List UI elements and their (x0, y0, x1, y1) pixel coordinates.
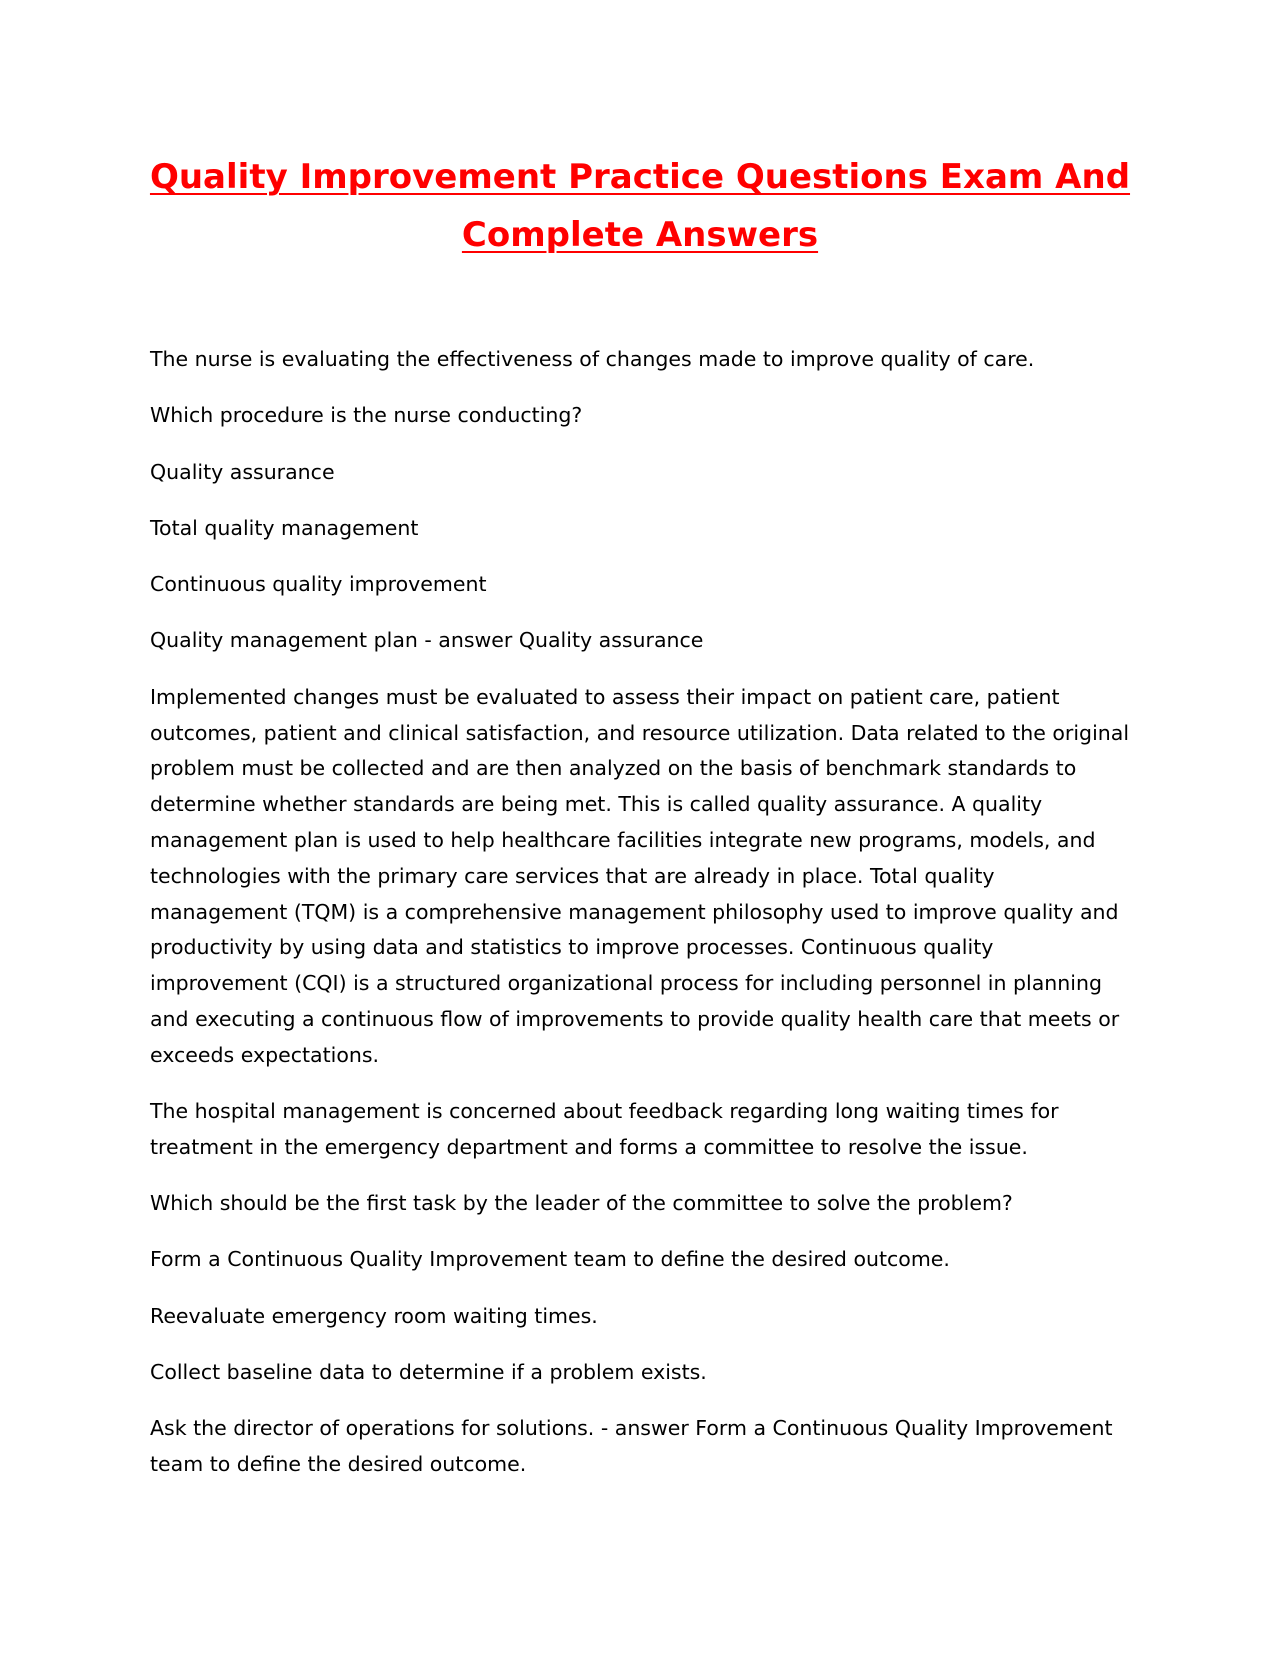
question-1-stem: The nurse is evaluating the effectiveness of changes made to improve quality of care. (150, 347, 1035, 371)
question-2-prompt: Which should be the first task by the leader of the committee to solve the problem? (150, 1191, 1013, 1216)
question-1-option-b: Total quality management (150, 515, 419, 540)
question-2-stem: The hospital management is concerned about feedback regarding long waiting times for treatment in the emergency department and forms a committee to resolve the issue. (150, 1099, 1059, 1159)
question-2-option-d-answer: Ask the director of operations for solutions. - answer Form a Continuous Quality Improvement team to define the desired outcome. (150, 1416, 1113, 1477)
question-1-option-c: Continuous quality improvement (150, 572, 487, 597)
question-1-rationale: Implemented changes must be evaluated to assess their impact on patient care, patient outcomes, patient and clinical satisfaction, and resource utilization. Data related to the original problem must be collected and are then analyzed on the basis of benchmark standards to determine whether standards are being met. This is called quality assurance. A quality management plan is used to help healthcare facilities integrate new programs, models, and technologies with the primary care services that are already in place. Total quality management (TQM) is a comprehensive management philosophy used to improve quality and productivity by using data and statistics to improve processes. Continuous quality improvement (CQI) is a structured organizational process for including personnel in planning and executing a continuous flow of improvements to provide quality health care that meets or exceeds expectations. (150, 684, 1130, 1067)
document-body (150, 342, 1132, 1503)
document-title: Quality Improvement Practice Questions Exam And Complete Answers (149, 157, 1131, 255)
question-2-option-a: Form a Continuous Quality Improvement team to define the desired outcome. (150, 1247, 950, 1272)
question-1-prompt: Which procedure is the nurse conducting? (150, 403, 583, 428)
question-2-option-c: Collect baseline data to determine if a problem exists. (150, 1360, 707, 1385)
question-1-option-a: Quality assurance (150, 459, 335, 484)
question-2-option-b: Reevaluate emergency room waiting times. (150, 1303, 598, 1328)
question-1-option-d-answer: Quality management plan - answer Quality assurance (150, 628, 704, 653)
